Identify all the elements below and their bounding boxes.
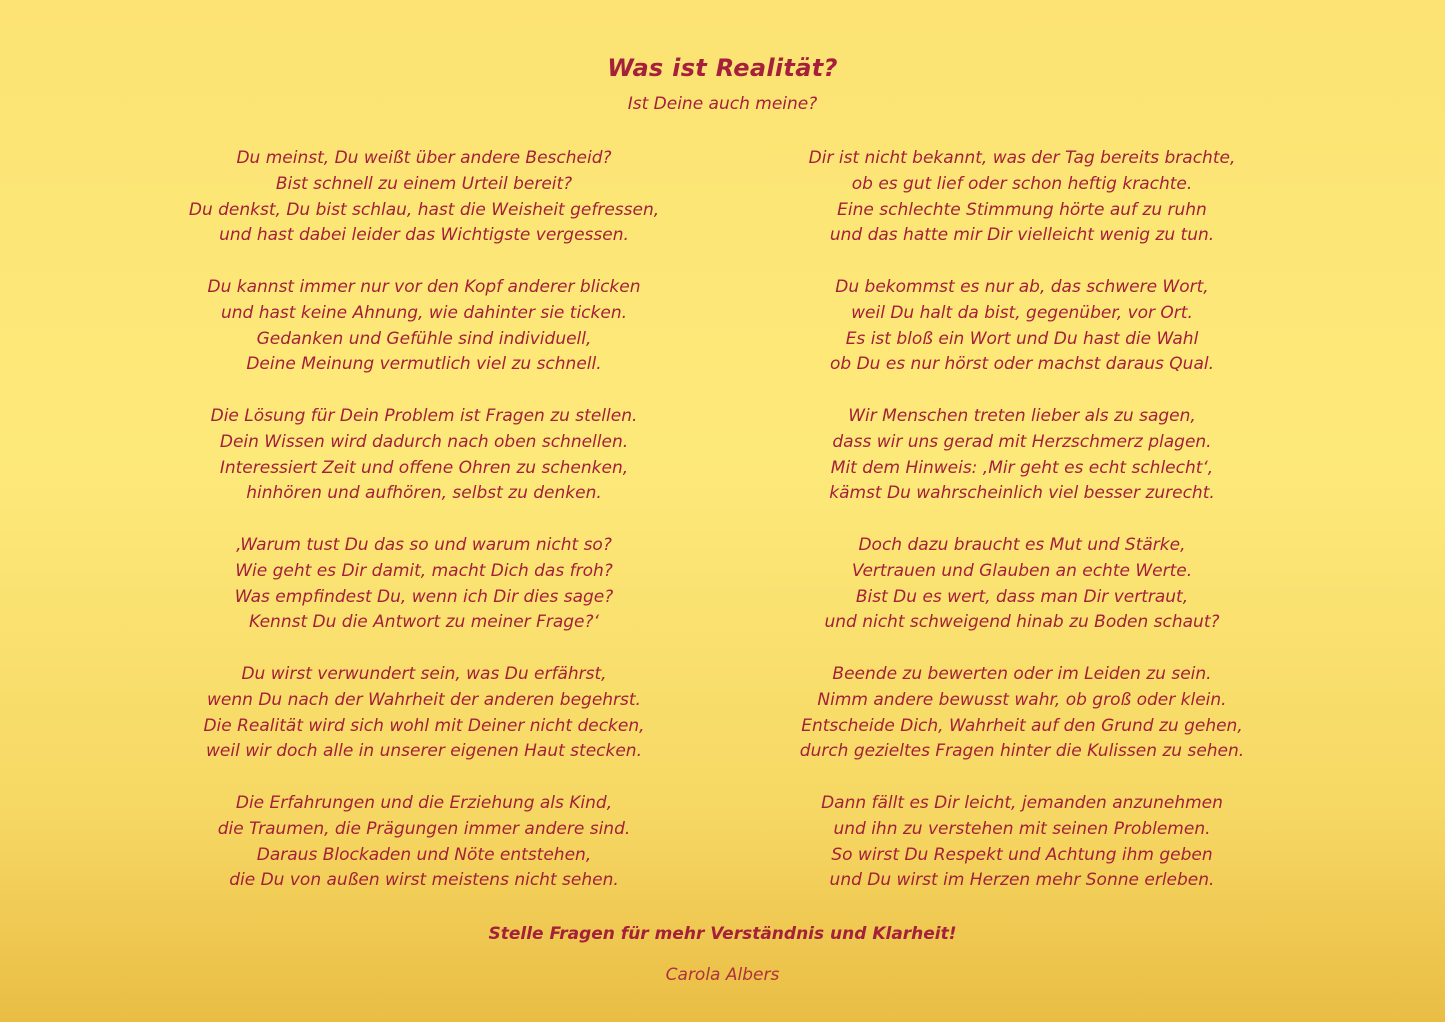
stanza-right-6 <box>772 791 1272 894</box>
poem-line: weil wir doch alle in unserer eigenen Haut stecken. <box>206 741 642 762</box>
poem-line: Es ist bloß ein Wort und Du hast die Wahl <box>845 328 1199 349</box>
poem-line: Wie geht es Dir damit, macht Dich das froh? <box>235 560 613 581</box>
poem-line: ‚Warum tust Du das so und warum nicht so? <box>236 534 612 555</box>
poem-line: hinhören und aufhören, selbst zu denken. <box>246 483 602 504</box>
poem-line: wenn Du nach der Wahrheit der anderen begehrst. <box>207 689 641 710</box>
poem-line: Daraus Blockaden und Nöte entstehen, <box>256 844 592 865</box>
poem-line: kämst Du wahrscheinlich viel besser zurecht. <box>829 483 1215 504</box>
stanza-right-2 <box>772 275 1272 378</box>
poem-line: Du bekommst es nur ab, das schwere Wort, <box>835 276 1209 297</box>
poem-line: ob Du es nur hörst oder machst daraus Qual. <box>829 354 1215 375</box>
poem-line: und ihn zu verstehen mit seinen Problemen. <box>833 818 1211 839</box>
poem-line: Eine schlechte Stimmung hörte auf zu ruhn <box>837 199 1207 220</box>
poem-line: Entscheide Dich, Wahrheit auf den Grund zu gehen, <box>801 715 1243 736</box>
poem-line: die Du von außen wirst meistens nicht sehen. <box>229 870 619 891</box>
poem-subtitle: Ist Deine auch meine? <box>627 94 818 114</box>
poem-line: Mit dem Hinweis: ‚Mir geht es echt schlecht‘, <box>830 457 1214 478</box>
poem-line: und Du wirst im Herzen mehr Sonne erleben. <box>829 870 1215 891</box>
poem-line: ob es gut lief oder schon heftig krachte. <box>851 173 1193 194</box>
poem-line: und hast keine Ahnung, wie dahinter sie ticken. <box>221 302 627 323</box>
poem-line: Dein Wissen wird dadurch nach oben schnellen. <box>219 431 629 452</box>
poem-line: die Traumen, die Prägungen immer andere sind. <box>217 818 631 839</box>
poem-line: Du kannst immer nur vor den Kopf anderer blicken <box>207 276 641 297</box>
poem-right-column <box>772 146 1272 894</box>
poem-line: und das hatte mir Dir vielleicht wenig zu tun. <box>829 225 1215 246</box>
poem-line: So wirst Du Respekt und Achtung ihm geben <box>831 844 1213 865</box>
poem-line: und hast dabei leider das Wichtigste vergessen. <box>219 225 629 246</box>
stanza-left-3 <box>174 404 674 507</box>
stanza-right-1 <box>772 146 1272 249</box>
stanza-left-6 <box>174 791 674 894</box>
poem-line: Die Lösung für Dein Problem ist Fragen zu stellen. <box>210 405 638 426</box>
stanza-left-5 <box>174 662 674 765</box>
poem-line: Du meinst, Du weißt über andere Bescheid? <box>236 148 612 168</box>
poem-line: Beende zu bewerten oder im Leiden zu sein. <box>832 663 1212 684</box>
poem-line: dass wir uns gerad mit Herzschmerz plagen. <box>832 431 1212 452</box>
poem-line: Du denkst, Du bist schlau, hast die Weisheit gefressen, <box>188 199 660 220</box>
stanza-right-3 <box>772 404 1272 507</box>
stanza-right-4 <box>772 533 1272 636</box>
poem-line: Dann fällt es Dir leicht, jemanden anzunehmen <box>821 792 1223 813</box>
closing-line: Stelle Fragen für mehr Verständnis und Klarheit! <box>488 924 957 944</box>
poem-line: Die Realität wird sich wohl mit Deiner nicht decken, <box>203 715 645 736</box>
poem-line: Bist Du es wert, dass man Dir vertraut, <box>855 586 1189 607</box>
poem-line: Interessiert Zeit und offene Ohren zu schenken, <box>219 457 629 478</box>
stanza-left-4 <box>174 533 674 636</box>
poem-line: Vertrauen und Glauben an echte Werte. <box>851 560 1193 581</box>
poem-line: Deine Meinung vermutlich viel zu schnell. <box>246 354 602 375</box>
poem-line: durch gezieltes Fragen hinter die Kulissen zu sehen. <box>799 741 1245 762</box>
author-name: Carola Albers <box>665 965 780 985</box>
stanza-right-5 <box>772 662 1272 765</box>
poem-line: Du wirst verwundert sein, was Du erfährst, <box>241 663 607 684</box>
poem-line: weil Du halt da bist, gegenüber, vor Ort. <box>851 302 1193 323</box>
poem-line: Nimm andere bewusst wahr, ob groß oder klein. <box>817 689 1227 710</box>
poem-left-column <box>174 146 674 894</box>
poem-line: Kennst Du die Antwort zu meiner Frage?‘ <box>249 612 599 633</box>
poem-line: und nicht schweigend hinab zu Boden schaut? <box>824 612 1220 633</box>
poem-line: Dir ist nicht bekannt, was der Tag bereits brachte, <box>808 148 1236 168</box>
poem-line: Bist schnell zu einem Urteil bereit? <box>275 173 573 194</box>
poem-line: Gedanken und Gefühle sind individuell, <box>256 328 592 349</box>
stanza-left-1 <box>174 146 674 249</box>
poem-line: Die Erfahrungen und die Erziehung als Kind, <box>235 792 613 813</box>
stanza-left-2 <box>174 275 674 378</box>
poem-line: Doch dazu braucht es Mut und Stärke, <box>858 534 1186 555</box>
poem-title: Was ist Realität? <box>607 54 838 82</box>
poem-line: Wir Menschen treten lieber als zu sagen, <box>848 405 1196 426</box>
poem-line: Was empfindest Du, wenn ich Dir dies sage? <box>234 586 614 607</box>
